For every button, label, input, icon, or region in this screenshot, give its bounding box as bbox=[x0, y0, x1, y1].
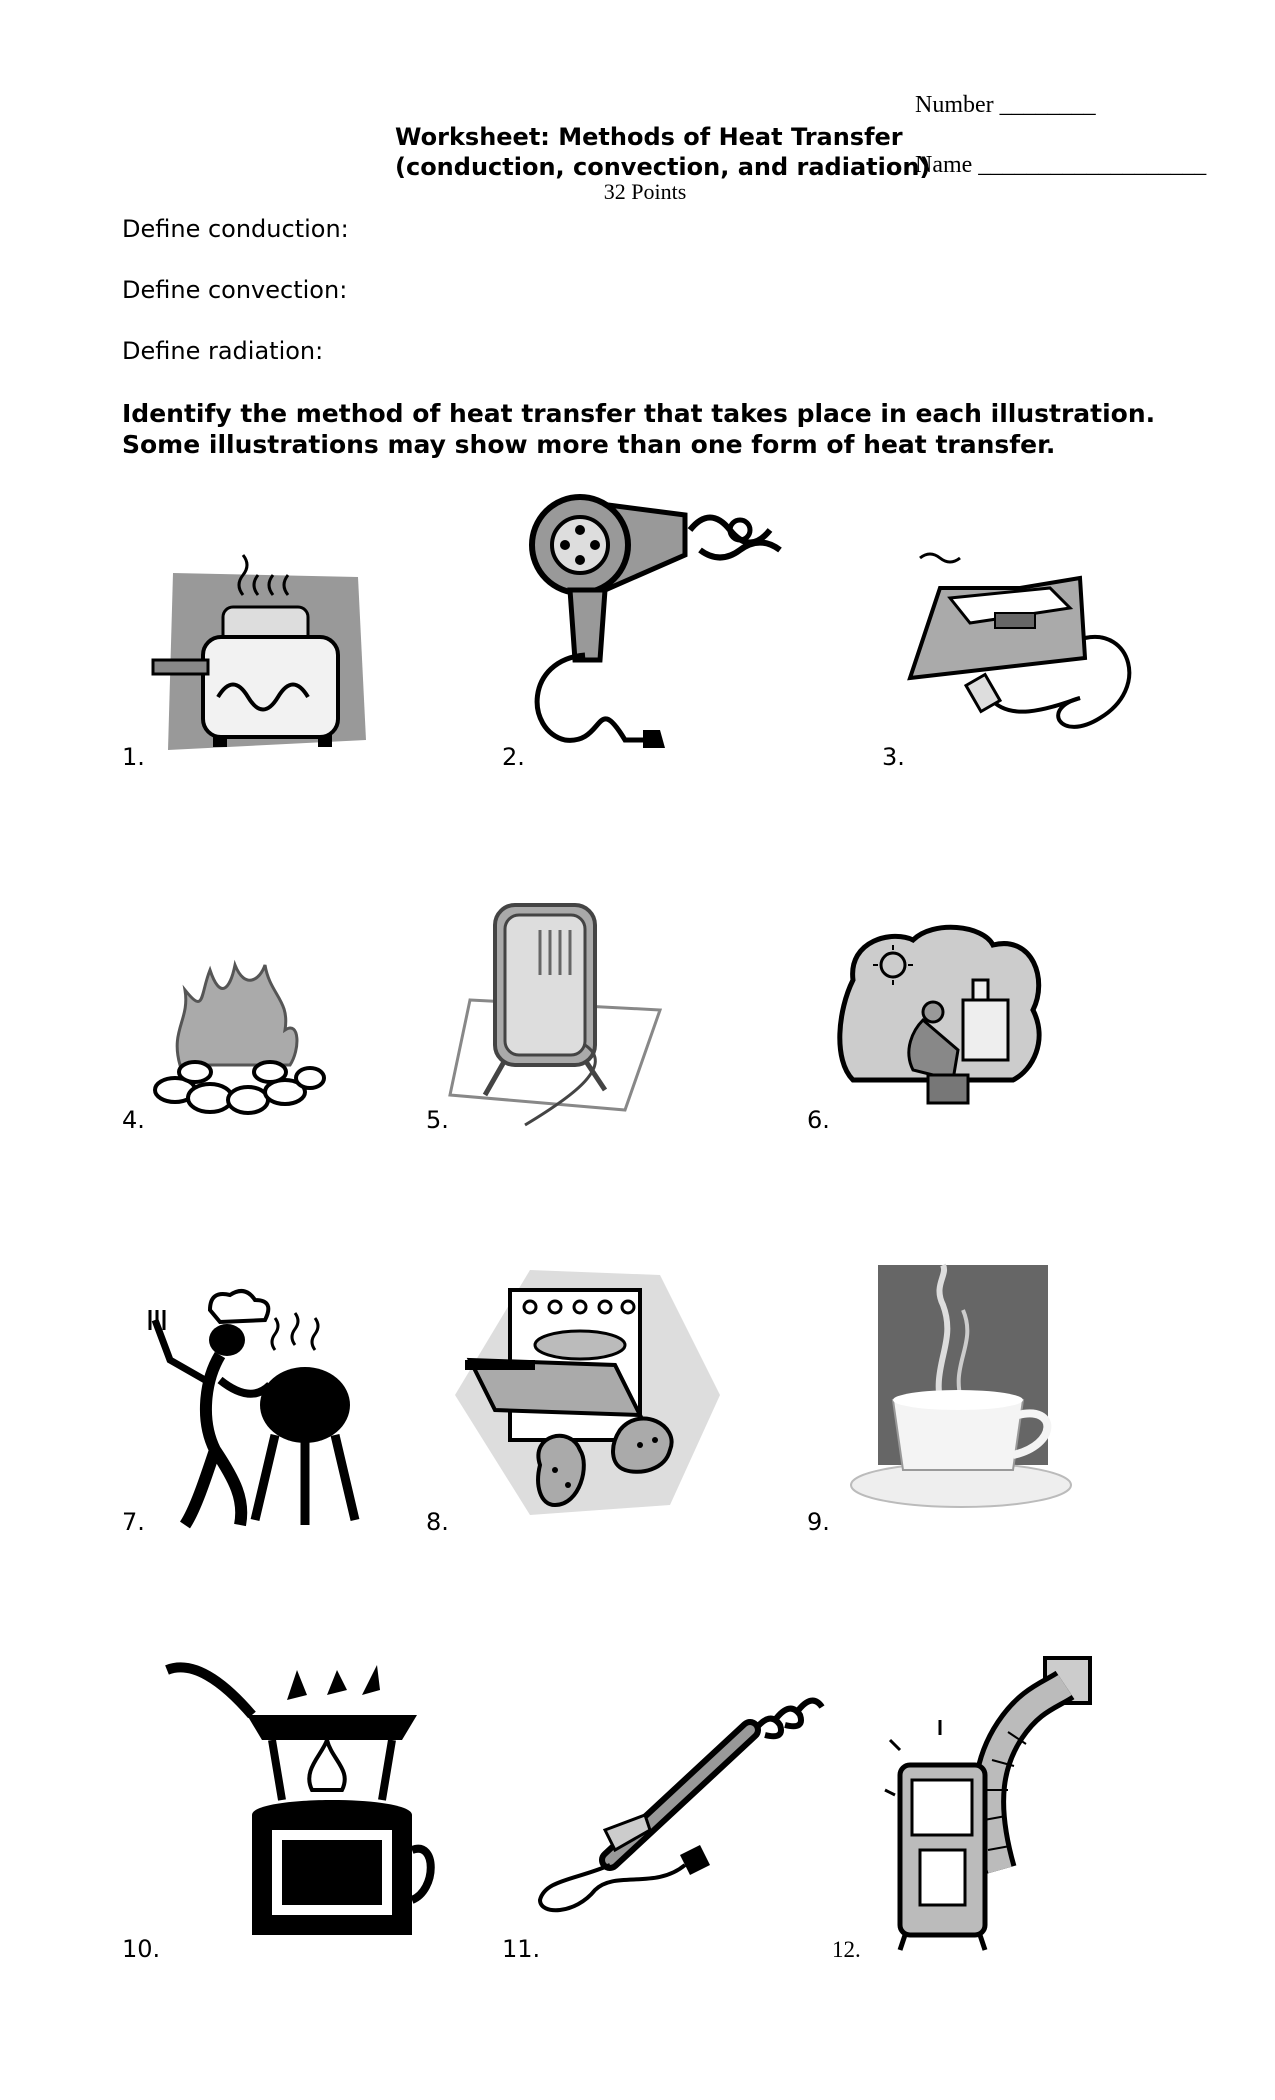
space-heater-icon bbox=[445, 895, 675, 1130]
illustration-number: 10. bbox=[122, 1935, 161, 1963]
define-conduction-prompt: Define conduction: bbox=[122, 215, 349, 243]
illustration-number: 5. bbox=[426, 1106, 449, 1134]
illustration-number: 1. bbox=[122, 743, 145, 771]
grilling-chef-icon bbox=[145, 1290, 370, 1530]
clothes-iron-icon bbox=[900, 548, 1140, 758]
points-label: 32 Points bbox=[603, 179, 687, 204]
frying-pan-burner-icon bbox=[162, 1660, 424, 1960]
illustration-number: 11. bbox=[502, 1935, 541, 1963]
illustration-number: 3. bbox=[882, 743, 905, 771]
campfire-icon bbox=[150, 960, 330, 1130]
illustration-number: 7. bbox=[122, 1508, 145, 1536]
illustration-number: 4. bbox=[122, 1106, 145, 1134]
instructions-text: Identify the method of heat transfer that takes place in each illustration. Some illustrations may show more than one form of heat transfer. bbox=[122, 399, 1156, 459]
oven-mitts-icon bbox=[450, 1265, 725, 1520]
worksheet-title: Worksheet: Methods of Heat Transfer bbox=[395, 123, 903, 151]
name-field-label: Name ___________________ bbox=[915, 152, 1207, 178]
illustration-number: 9. bbox=[807, 1508, 830, 1536]
wood-stove-icon bbox=[880, 1650, 1090, 1955]
illustration-number: 2. bbox=[502, 743, 525, 771]
number-field-label: Number ________ bbox=[915, 92, 1096, 118]
sandcastle-sun-icon bbox=[833, 920, 1048, 1120]
curling-iron-icon bbox=[535, 1690, 825, 1920]
toaster-icon bbox=[148, 565, 373, 760]
define-convection-prompt: Define convection: bbox=[122, 276, 348, 304]
illustration-number: 8. bbox=[426, 1508, 449, 1536]
illustration-number: 6. bbox=[807, 1106, 830, 1134]
illustration-number: 12. bbox=[832, 1937, 861, 1962]
define-radiation-prompt: Define radiation: bbox=[122, 337, 324, 365]
hot-coffee-cup-icon bbox=[848, 1265, 1063, 1510]
hair-dryer-icon bbox=[525, 490, 815, 765]
worksheet-subtitle: (conduction, convection, and radiation) bbox=[395, 153, 931, 181]
